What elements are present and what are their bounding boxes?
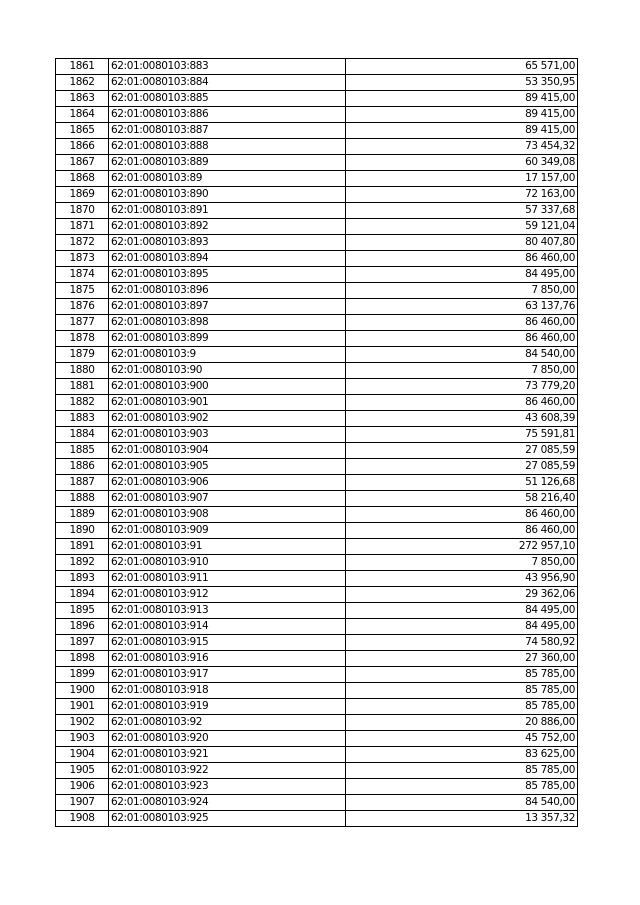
row-number-cell: 1907 [56, 795, 109, 811]
cadastral-value-cell: 86 460,00 [346, 523, 578, 539]
table-row [56, 283, 578, 299]
table-row [56, 443, 578, 459]
cadastral-number-cell: 62:01:0080103:885 [109, 91, 346, 107]
table-row [56, 763, 578, 779]
cadastral-number-cell: 62:01:0080103:919 [109, 699, 346, 715]
cadastral-value-cell: 89 415,00 [346, 107, 578, 123]
cadastral-value-cell: 43 956,90 [346, 571, 578, 587]
table-row [56, 107, 578, 123]
table-row [56, 635, 578, 651]
table-row [56, 539, 578, 555]
table-row [56, 731, 578, 747]
cadastral-value-cell: 85 785,00 [346, 763, 578, 779]
cadastral-number-cell: 62:01:0080103:891 [109, 203, 346, 219]
row-number-cell: 1896 [56, 619, 109, 635]
cadastral-value-cell: 89 415,00 [346, 91, 578, 107]
cadastral-value-cell: 89 415,00 [346, 123, 578, 139]
cadastral-number-cell: 62:01:0080103:92 [109, 715, 346, 731]
cadastral-value-cell: 84 495,00 [346, 267, 578, 283]
cadastral-number-cell: 62:01:0080103:915 [109, 635, 346, 651]
row-number-cell: 1869 [56, 187, 109, 203]
cadastral-number-cell: 62:01:0080103:883 [109, 59, 346, 75]
row-number-cell: 1873 [56, 251, 109, 267]
cadastral-value-cell: 86 460,00 [346, 331, 578, 347]
table-row [56, 203, 578, 219]
cadastral-number-cell: 62:01:0080103:920 [109, 731, 346, 747]
cadastral-value-cell: 7 850,00 [346, 363, 578, 379]
cadastral-number-cell: 62:01:0080103:888 [109, 139, 346, 155]
cadastral-value-cell: 86 460,00 [346, 251, 578, 267]
cadastral-value-cell: 84 495,00 [346, 603, 578, 619]
cadastral-number-cell: 62:01:0080103:900 [109, 379, 346, 395]
row-number-cell: 1861 [56, 59, 109, 75]
cadastral-number-cell: 62:01:0080103:923 [109, 779, 346, 795]
table-row [56, 491, 578, 507]
cadastral-value-cell: 59 121,04 [346, 219, 578, 235]
table-row [56, 779, 578, 795]
row-number-cell: 1892 [56, 555, 109, 571]
table-row [56, 715, 578, 731]
row-number-cell: 1885 [56, 443, 109, 459]
table-row [56, 811, 578, 827]
table-row [56, 619, 578, 635]
row-number-cell: 1890 [56, 523, 109, 539]
table-row [56, 91, 578, 107]
cadastral-value-cell: 17 157,00 [346, 171, 578, 187]
cadastral-value-cell: 20 886,00 [346, 715, 578, 731]
row-number-cell: 1877 [56, 315, 109, 331]
cadastral-value-cell: 84 495,00 [346, 619, 578, 635]
cadastral-value-cell: 13 357,32 [346, 811, 578, 827]
row-number-cell: 1883 [56, 411, 109, 427]
cadastral-number-cell: 62:01:0080103:916 [109, 651, 346, 667]
row-number-cell: 1903 [56, 731, 109, 747]
cadastral-number-cell: 62:01:0080103:902 [109, 411, 346, 427]
cadastral-number-cell: 62:01:0080103:912 [109, 587, 346, 603]
row-number-cell: 1898 [56, 651, 109, 667]
row-number-cell: 1905 [56, 763, 109, 779]
cadastral-number-cell: 62:01:0080103:909 [109, 523, 346, 539]
row-number-cell: 1893 [56, 571, 109, 587]
cadastral-number-cell: 62:01:0080103:896 [109, 283, 346, 299]
cadastral-value-cell: 7 850,00 [346, 555, 578, 571]
row-number-cell: 1902 [56, 715, 109, 731]
row-number-cell: 1904 [56, 747, 109, 763]
cadastral-number-cell: 62:01:0080103:904 [109, 443, 346, 459]
cadastral-number-cell: 62:01:0080103:884 [109, 75, 346, 91]
table-row [56, 475, 578, 491]
row-number-cell: 1906 [56, 779, 109, 795]
cadastral-value-cell: 86 460,00 [346, 395, 578, 411]
row-number-cell: 1878 [56, 331, 109, 347]
table-row [56, 571, 578, 587]
row-number-cell: 1880 [56, 363, 109, 379]
cadastral-value-cell: 29 362,06 [346, 587, 578, 603]
table-row [56, 651, 578, 667]
table-row [56, 507, 578, 523]
table-row [56, 379, 578, 395]
table-row [56, 235, 578, 251]
table-row [56, 747, 578, 763]
cadastral-number-cell: 62:01:0080103:887 [109, 123, 346, 139]
cadastral-value-cell: 84 540,00 [346, 795, 578, 811]
table-row [56, 427, 578, 443]
cadastral-number-cell: 62:01:0080103:895 [109, 267, 346, 283]
table-row [56, 411, 578, 427]
row-number-cell: 1874 [56, 267, 109, 283]
cadastral-value-cell: 85 785,00 [346, 779, 578, 795]
table-row [56, 139, 578, 155]
table-row [56, 347, 578, 363]
cadastral-number-cell: 62:01:0080103:905 [109, 459, 346, 475]
cadastral-number-cell: 62:01:0080103:918 [109, 683, 346, 699]
cadastral-value-cell: 63 137,76 [346, 299, 578, 315]
row-number-cell: 1882 [56, 395, 109, 411]
row-number-cell: 1862 [56, 75, 109, 91]
row-number-cell: 1908 [56, 811, 109, 827]
cadastral-number-cell: 62:01:0080103:894 [109, 251, 346, 267]
table-row [56, 267, 578, 283]
row-number-cell: 1866 [56, 139, 109, 155]
table-row [56, 123, 578, 139]
row-number-cell: 1876 [56, 299, 109, 315]
table-body [56, 59, 578, 827]
cadastral-number-cell: 62:01:0080103:914 [109, 619, 346, 635]
row-number-cell: 1897 [56, 635, 109, 651]
row-number-cell: 1888 [56, 491, 109, 507]
table-row [56, 523, 578, 539]
row-number-cell: 1863 [56, 91, 109, 107]
cadastral-value-cell: 51 126,68 [346, 475, 578, 491]
cadastral-value-cell: 73 779,20 [346, 379, 578, 395]
cadastral-number-cell: 62:01:0080103:898 [109, 315, 346, 331]
cadastral-value-cell: 84 540,00 [346, 347, 578, 363]
cadastral-number-cell: 62:01:0080103:9 [109, 347, 346, 363]
cadastral-number-cell: 62:01:0080103:910 [109, 555, 346, 571]
cadastral-value-cell: 57 337,68 [346, 203, 578, 219]
cadastral-number-cell: 62:01:0080103:892 [109, 219, 346, 235]
table-row [56, 683, 578, 699]
cadastral-number-cell: 62:01:0080103:903 [109, 427, 346, 443]
cadastral-value-cell: 60 349,08 [346, 155, 578, 171]
cadastral-number-cell: 62:01:0080103:908 [109, 507, 346, 523]
cadastral-number-cell: 62:01:0080103:913 [109, 603, 346, 619]
table-row [56, 315, 578, 331]
cadastral-value-cell: 86 460,00 [346, 315, 578, 331]
table-row [56, 331, 578, 347]
cadastral-value-cell: 27 085,59 [346, 443, 578, 459]
cadastral-value-cell: 7 850,00 [346, 283, 578, 299]
cadastral-value-cell: 272 957,10 [346, 539, 578, 555]
table-row [56, 459, 578, 475]
row-number-cell: 1872 [56, 235, 109, 251]
cadastral-number-cell: 62:01:0080103:890 [109, 187, 346, 203]
row-number-cell: 1889 [56, 507, 109, 523]
table-row [56, 187, 578, 203]
cadastral-value-cell: 83 625,00 [346, 747, 578, 763]
cadastral-number-cell: 62:01:0080103:89 [109, 171, 346, 187]
cadastral-number-cell: 62:01:0080103:922 [109, 763, 346, 779]
row-number-cell: 1891 [56, 539, 109, 555]
cadastral-value-cell: 86 460,00 [346, 507, 578, 523]
row-number-cell: 1881 [56, 379, 109, 395]
cadastral-value-cell: 74 580,92 [346, 635, 578, 651]
cadastral-number-cell: 62:01:0080103:906 [109, 475, 346, 491]
table-row [56, 75, 578, 91]
row-number-cell: 1899 [56, 667, 109, 683]
table-row [56, 251, 578, 267]
cadastral-value-cell: 65 571,00 [346, 59, 578, 75]
cadastral-value-cell: 85 785,00 [346, 667, 578, 683]
cadastral-number-cell: 62:01:0080103:899 [109, 331, 346, 347]
row-number-cell: 1879 [56, 347, 109, 363]
cadastral-value-table [55, 58, 578, 827]
cadastral-value-cell: 73 454,32 [346, 139, 578, 155]
cadastral-value-cell: 53 350,95 [346, 75, 578, 91]
row-number-cell: 1875 [56, 283, 109, 299]
row-number-cell: 1864 [56, 107, 109, 123]
cadastral-number-cell: 62:01:0080103:911 [109, 571, 346, 587]
cadastral-number-cell: 62:01:0080103:897 [109, 299, 346, 315]
cadastral-value-cell: 85 785,00 [346, 683, 578, 699]
cadastral-number-cell: 62:01:0080103:886 [109, 107, 346, 123]
cadastral-value-cell: 27 360,00 [346, 651, 578, 667]
cadastral-number-cell: 62:01:0080103:901 [109, 395, 346, 411]
cadastral-number-cell: 62:01:0080103:907 [109, 491, 346, 507]
row-number-cell: 1884 [56, 427, 109, 443]
row-number-cell: 1865 [56, 123, 109, 139]
row-number-cell: 1871 [56, 219, 109, 235]
row-number-cell: 1900 [56, 683, 109, 699]
cadastral-number-cell: 62:01:0080103:889 [109, 155, 346, 171]
row-number-cell: 1901 [56, 699, 109, 715]
table-row [56, 555, 578, 571]
cadastral-value-cell: 85 785,00 [346, 699, 578, 715]
row-number-cell: 1870 [56, 203, 109, 219]
row-number-cell: 1868 [56, 171, 109, 187]
table-row [56, 587, 578, 603]
cadastral-number-cell: 62:01:0080103:893 [109, 235, 346, 251]
cadastral-value-cell: 75 591,81 [346, 427, 578, 443]
row-number-cell: 1894 [56, 587, 109, 603]
table-row [56, 59, 578, 75]
table-row [56, 667, 578, 683]
row-number-cell: 1895 [56, 603, 109, 619]
cadastral-number-cell: 62:01:0080103:925 [109, 811, 346, 827]
table-row [56, 603, 578, 619]
table-row [56, 795, 578, 811]
row-number-cell: 1867 [56, 155, 109, 171]
table-row [56, 155, 578, 171]
cadastral-value-cell: 80 407,80 [346, 235, 578, 251]
cadastral-number-cell: 62:01:0080103:924 [109, 795, 346, 811]
table-row [56, 395, 578, 411]
cadastral-number-cell: 62:01:0080103:921 [109, 747, 346, 763]
cadastral-number-cell: 62:01:0080103:90 [109, 363, 346, 379]
row-number-cell: 1887 [56, 475, 109, 491]
cadastral-value-cell: 45 752,00 [346, 731, 578, 747]
cadastral-value-cell: 43 608,39 [346, 411, 578, 427]
row-number-cell: 1886 [56, 459, 109, 475]
table-row [56, 699, 578, 715]
cadastral-value-cell: 27 085,59 [346, 459, 578, 475]
cadastral-number-cell: 62:01:0080103:917 [109, 667, 346, 683]
table-row [56, 363, 578, 379]
cadastral-value-cell: 58 216,40 [346, 491, 578, 507]
table-row [56, 171, 578, 187]
table-row [56, 299, 578, 315]
cadastral-value-cell: 72 163,00 [346, 187, 578, 203]
table-row [56, 219, 578, 235]
cadastral-number-cell: 62:01:0080103:91 [109, 539, 346, 555]
